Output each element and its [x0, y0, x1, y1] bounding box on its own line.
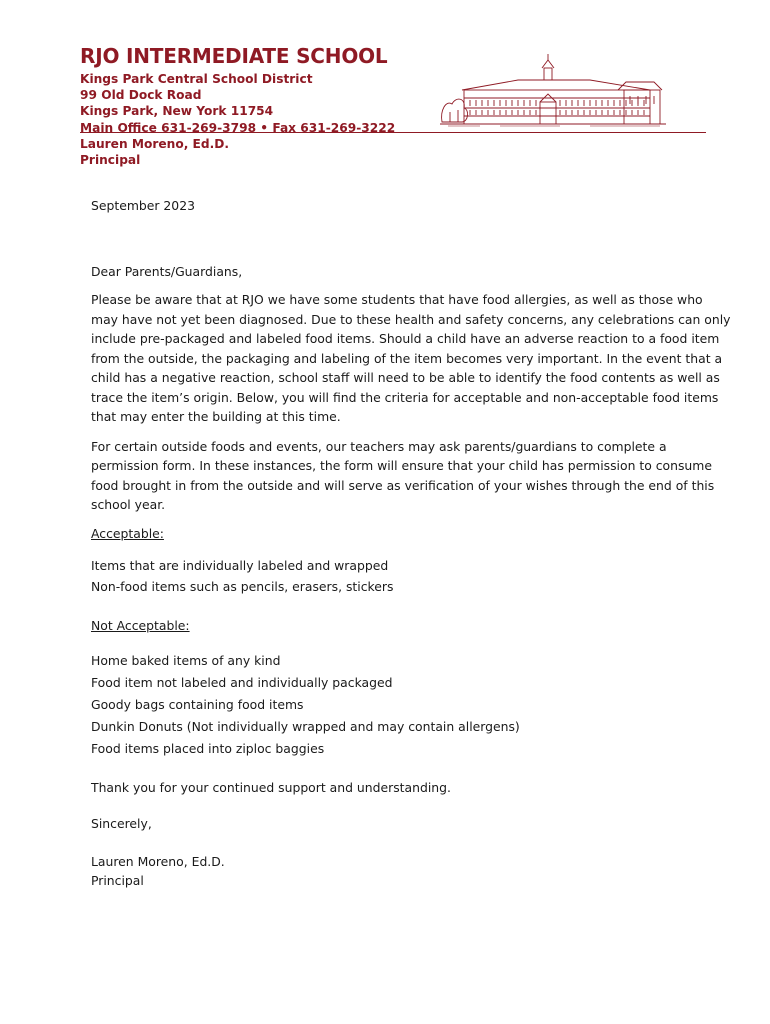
paragraph-line: food brought in from the outside and will serve as verification of your wishes through the end of this [91, 477, 715, 493]
school-name: RJO INTERMEDIATE SCHOOL [80, 44, 388, 68]
district-name: Kings Park Central School District [80, 72, 313, 86]
paragraph-line: trace the item’s origin. Below, you will find the criteria for acceptable and non-acceptable food items [91, 389, 719, 405]
school-building-sketch-icon [440, 48, 666, 128]
letterhead-divider [80, 132, 706, 133]
paragraph-line: For certain outside foods and events, our teachers may ask parents/guardians to complete a [91, 438, 667, 454]
thank-you-line: Thank you for your continued support and understanding. [91, 779, 451, 795]
list-item: Home baked items of any kind [91, 652, 281, 668]
not-acceptable-list [91, 650, 731, 760]
list-item: Dunkin Donuts (Not individually wrapped and may contain allergens) [91, 718, 520, 734]
not-acceptable-heading: Not Acceptable: [91, 618, 190, 633]
signature-title: Principal [91, 873, 144, 888]
acceptable-heading: Acceptable: [91, 525, 164, 541]
paragraph-line: from the outside, the packaging and labeling of the item becomes very important. In the event that a [91, 350, 723, 366]
paragraph-line: may have not yet been diagnosed. Due to these health and safety concerns, any celebrations can only [91, 311, 731, 327]
letterhead-principal-title: Principal [80, 153, 141, 168]
paragraph-line: school year. [91, 497, 166, 512]
letter-date: September 2023 [91, 198, 195, 213]
list-item: Food item not labeled and individually packaged [91, 674, 393, 690]
paragraph-line: child has a negative reaction, school staff will need to be able to identify the food contents as well as [91, 370, 720, 385]
paragraph-line: include pre-packaged and labeled food items. Should a child have an adverse reaction to a food item [91, 331, 720, 346]
paragraph-line: permission form. In these instances, the form will ensure that your child has permission to consume [91, 458, 712, 473]
phone-fax: Main Office 631-269-3798 • Fax 631-269-3222 [80, 120, 396, 135]
acceptable-list [91, 555, 731, 597]
list-item: Items that are individually labeled and wrapped [91, 558, 389, 573]
letterhead-principal-name: Lauren Moreno, Ed.D. [80, 136, 229, 151]
list-item: Goody bags containing food items [91, 696, 304, 712]
salutation: Dear Parents/Guardians, [91, 263, 243, 279]
letter-body [91, 196, 731, 891]
paragraph-permission [91, 437, 731, 515]
address-line-2: Kings Park, New York 11754 [80, 104, 274, 119]
letterhead-details [80, 71, 395, 168]
signature-name: Lauren Moreno, Ed.D. [91, 853, 225, 869]
list-item: Food items placed into ziploc baggies [91, 740, 325, 756]
paragraph-line: Please be aware that at RJO we have some students that have food allergies, as well as those who [91, 292, 703, 307]
closing: Sincerely, [91, 816, 152, 831]
paragraph-allergies [91, 290, 731, 427]
address-line-1: 99 Old Dock Road [80, 88, 202, 103]
list-item: Non-food items such as pencils, erasers, stickers [91, 579, 394, 594]
paragraph-line: that may enter the building at this time. [91, 409, 341, 424]
